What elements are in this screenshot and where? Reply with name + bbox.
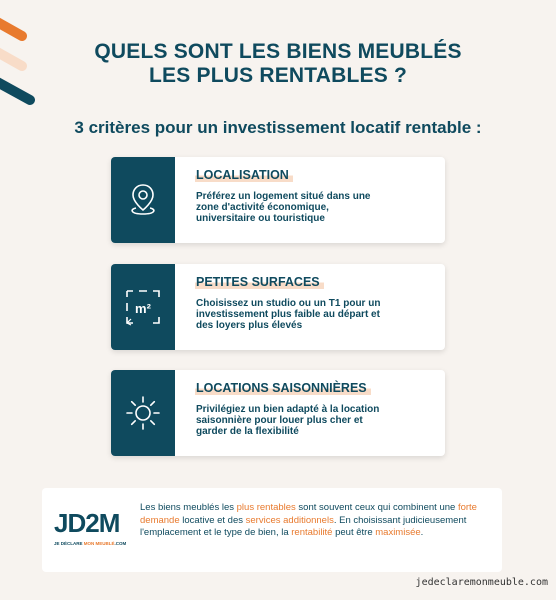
location-pin-icon — [126, 182, 160, 218]
summary-text — [140, 502, 490, 540]
summary-text-segment: peut être — [332, 527, 376, 538]
summary-highlight: forte demande — [140, 502, 477, 526]
square-meter-label: m² — [135, 301, 151, 316]
card-icon-box — [111, 264, 175, 350]
summary-text-segment: locative et des — [179, 514, 246, 526]
square-meter-icon — [123, 287, 163, 327]
card-title: LOCATIONS SAISONNIÈRES — [195, 381, 371, 395]
summary-box — [42, 488, 502, 572]
criteria-card-petites-surfaces — [111, 264, 445, 350]
sun-icon — [123, 393, 163, 433]
summary-text-segment: . — [420, 527, 424, 538]
summary-highlight: plus rentables — [236, 502, 296, 513]
card-title: LOCALISATION — [195, 168, 293, 182]
summary-highlight: maximisée — [375, 527, 421, 538]
summary-text-segment: Les biens meublés les — [140, 502, 237, 513]
page-title-line1: QUELS SONT LES BIENS MEUBLÉS — [94, 40, 462, 63]
card-description: Préférez un logement situé dans une zone d'activité économique, universitaire ou touristique — [196, 191, 371, 224]
footer-url: jedeclaremonmeuble.com — [415, 577, 548, 588]
card-icon-box — [111, 370, 175, 456]
page-subtitle: 3 critères pour un investissement locatif rentable : — [74, 118, 482, 137]
card-title: PETITES SURFACES — [195, 275, 324, 289]
card-description: Privilégiez un bien adapté à la location saisonnière pour louer plus cher et garder de la flexibilité — [196, 404, 380, 437]
criteria-card-locations-saisonnieres — [111, 370, 445, 456]
page-title — [0, 40, 556, 88]
logo-tagline: JE DÉCLARE MON MEUBLÉ.COM — [54, 541, 127, 546]
card-description: Choisissez un studio ou un T1 pour un investissement plus faible au départ et des loyers plus élevés — [196, 298, 381, 331]
card-icon-box — [111, 157, 175, 243]
criteria-card-localisation — [111, 157, 445, 243]
page-title-line2: LES PLUS RENTABLES ? — [149, 64, 407, 87]
logo-text: JD2M — [54, 508, 120, 538]
summary-text-segment: sont souvent ceux qui combinent une — [295, 502, 458, 513]
summary-text-segment: . En choisissant judicieusement l'emplacement et le type de bien, la — [140, 514, 467, 538]
jd2m-logo — [54, 508, 128, 554]
summary-highlight: rentabilité — [291, 527, 333, 538]
summary-highlight: services additionnels — [245, 514, 334, 526]
